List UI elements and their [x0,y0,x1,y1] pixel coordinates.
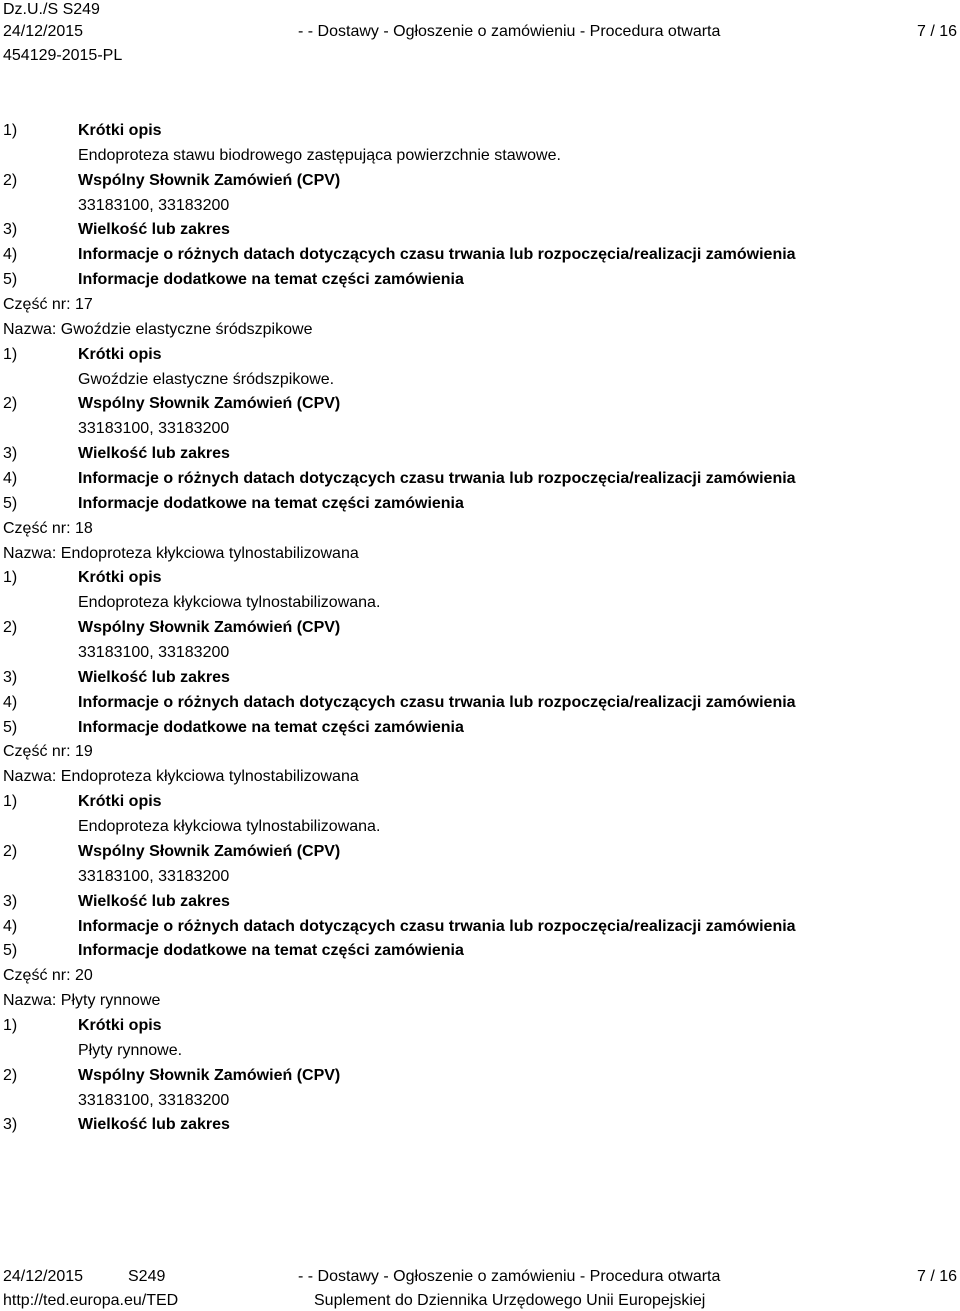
section-title: Krótki opis [78,345,162,363]
lot-info-row [0,542,960,567]
section-number: 5) [3,494,18,512]
footer-supplement: Suplement do Dziennika Urzędowego Unii Europejskiej [314,1292,706,1309]
journal-reference: Dz.U./S S249 [3,1,100,18]
lot-info-row [0,765,960,790]
section-content: 33183100, 33183200 [78,420,230,438]
section-content-row [0,144,960,169]
section-heading-row [0,1113,960,1138]
section-title: Krótki opis [78,1016,162,1034]
section-number: 2) [3,619,18,637]
lot-info-row [0,740,960,765]
lot-info: Część nr: 19 [3,743,93,761]
section-number: 2) [3,171,18,189]
section-content-row [0,591,960,616]
section-title: Wspólny Słownik Zamówień (CPV) [78,171,341,189]
section-heading-row [0,268,960,293]
section-heading-row [0,243,960,268]
section-title: Wielkość lub zakres [78,892,230,910]
section-content-row [0,368,960,393]
section-title: Informacje o różnych datach dotyczących czasu trwania lub rozpoczęcia/realizacji zamówienia [78,470,796,488]
section-content: 33183100, 33183200 [78,867,230,885]
section-title: Wielkość lub zakres [78,1116,230,1134]
notice-id: 454129-2015-PL [3,47,123,64]
section-number: 1) [3,569,18,587]
section-content: 33183100, 33183200 [78,644,230,662]
section-number: 2) [3,395,18,413]
section-heading-row [0,566,960,591]
section-title: Krótki opis [78,569,162,587]
lot-info: Część nr: 20 [3,967,93,985]
section-content: 33183100, 33183200 [78,1091,230,1109]
section-heading-row [0,218,960,243]
section-title: Wspólny Słownik Zamówień (CPV) [78,395,341,413]
section-heading-row [0,716,960,741]
section-heading-row [0,1014,960,1039]
footer-date: 24/12/2015 [3,1268,84,1285]
section-title: Wielkość lub zakres [78,221,230,239]
section-heading-row [0,691,960,716]
section-number: 1) [3,345,18,363]
section-heading-row [0,915,960,940]
section-number: 4) [3,693,18,711]
section-number: 1) [3,793,18,811]
section-number: 3) [3,221,18,239]
section-heading-row [0,467,960,492]
section-number: 3) [3,445,18,463]
section-title: Krótki opis [78,793,162,811]
section-heading-row [0,119,960,144]
lot-info-row [0,293,960,318]
section-number: 3) [3,668,18,686]
header-title: - - Dostawy - Ogłoszenie o zamówieniu - Procedura otwarta [298,23,721,40]
footer-page-number: 7 / 16 [916,1268,957,1285]
section-title: Informacje dodatkowe na temat części zamówienia [78,718,464,736]
section-title: Informacje dodatkowe na temat części zamówienia [78,494,464,512]
lot-info: Część nr: 17 [3,296,93,314]
section-number: 2) [3,842,18,860]
section-title: Wielkość lub zakres [78,668,230,686]
footer-series: S249 [128,1268,166,1285]
section-content-row [0,641,960,666]
header-date: 24/12/2015 [3,23,84,40]
section-content: 33183100, 33183200 [78,196,230,214]
section-title: Informacje dodatkowe na temat części zamówienia [78,942,464,960]
page-footer [0,1263,960,1311]
header-page-number: 7 / 16 [916,23,957,40]
section-heading-row [0,392,960,417]
footer-title: - - Dostawy - Ogłoszenie o zamówieniu - Procedura otwarta [298,1268,721,1285]
section-content: Gwoździe elastyczne śródszpikowe. [78,370,335,388]
section-heading-row [0,666,960,691]
section-title: Wielkość lub zakres [78,445,230,463]
lot-info-row [0,517,960,542]
lot-info: Nazwa: Endoproteza kłykciowa tylnostabilizowana [3,544,359,562]
section-heading-row [0,492,960,517]
section-number: 5) [3,271,18,289]
section-content: Endoproteza kłykciowa tylnostabilizowana. [78,818,381,836]
section-content-row [0,194,960,219]
section-number: 1) [3,122,18,139]
section-title: Informacje o różnych datach dotyczących czasu trwania lub rozpoczęcia/realizacji zamówienia [78,917,796,935]
section-heading-row [0,890,960,915]
section-content: Endoproteza stawu biodrowego zastępująca powierzchnie stawowe. [78,146,561,164]
section-content-row [0,417,960,442]
section-number: 3) [3,1116,18,1134]
section-heading-row [0,343,960,368]
section-title: Informacje o różnych datach dotyczących czasu trwania lub rozpoczęcia/realizacji zamówienia [78,246,796,264]
section-heading-row [0,169,960,194]
section-title: Krótki opis [78,122,162,139]
ted-link[interactable]: http://ted.europa.eu/TED [3,1292,179,1309]
lot-info: Nazwa: Płyty rynnowe [3,992,161,1010]
lot-info: Część nr: 18 [3,519,93,537]
section-content-row [0,1039,960,1064]
section-number: 2) [3,1066,18,1084]
section-heading-row [0,939,960,964]
section-content: Płyty rynnowe. [78,1041,183,1059]
section-content-row [0,1089,960,1114]
lot-info-row [0,989,960,1014]
section-title: Informacje o różnych datach dotyczących czasu trwania lub rozpoczęcia/realizacji zamówienia [78,693,796,711]
section-heading-row [0,442,960,467]
section-title: Wspólny Słownik Zamówień (CPV) [78,842,341,860]
section-title: Wspólny Słownik Zamówień (CPV) [78,1066,341,1084]
section-number: 4) [3,246,18,264]
section-heading-row [0,790,960,815]
section-number: 5) [3,942,18,960]
section-content: Endoproteza kłykciowa tylnostabilizowana. [78,594,381,612]
section-number: 4) [3,470,18,488]
section-content-row [0,815,960,840]
page-header [0,0,960,70]
section-heading-row [0,1064,960,1089]
document-body [0,119,960,1138]
section-number: 5) [3,718,18,736]
section-title: Informacje dodatkowe na temat części zamówienia [78,271,464,289]
section-heading-row [0,840,960,865]
section-title: Wspólny Słownik Zamówień (CPV) [78,619,341,637]
lot-info: Nazwa: Gwoździe elastyczne śródszpikowe [3,320,313,338]
lot-info-row [0,964,960,989]
section-heading-row [0,616,960,641]
section-content-row [0,865,960,890]
section-number: 3) [3,892,18,910]
section-number: 1) [3,1016,18,1034]
lot-info-row [0,318,960,343]
lot-info: Nazwa: Endoproteza kłykciowa tylnostabilizowana [3,768,359,786]
section-number: 4) [3,917,18,935]
